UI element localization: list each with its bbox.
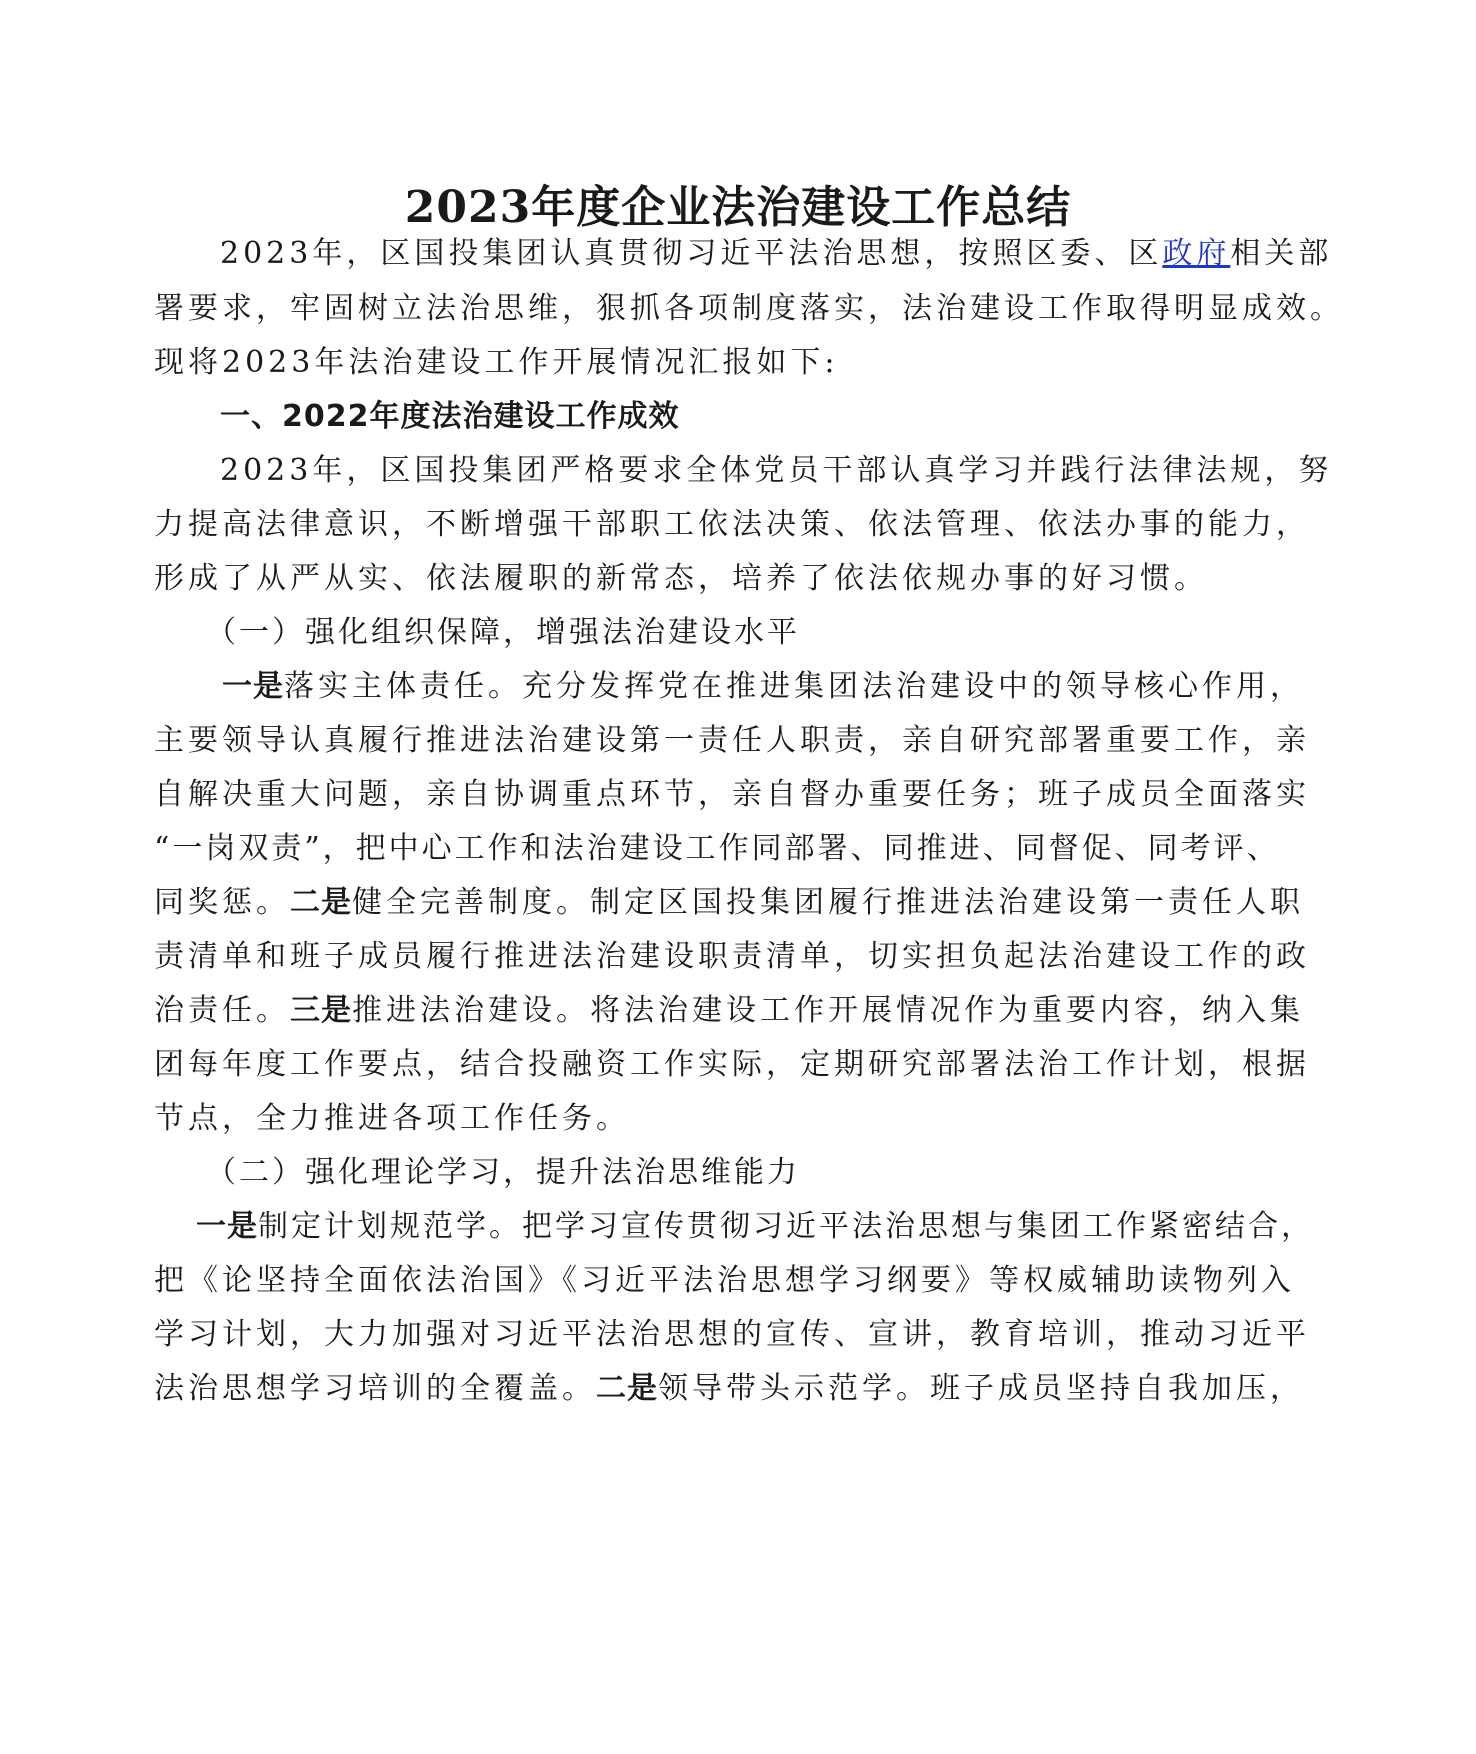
section-heading-1: 一、2022年度法治建设工作成效: [220, 399, 680, 434]
sub1-line-3: 自解决重大问题，亲自协调重点环节，亲自督办重要任务；班子成员全面落实: [154, 777, 1310, 812]
sub2-line-3: 学习计划，大力加强对习近平法治思想的宣传、宣讲，教育培训，推动习近平: [154, 1317, 1310, 1352]
bold-marker: 一是: [196, 1209, 258, 1244]
sub2-line-4: [0, 1369, 1476, 1409]
sub2-line-1: [0, 1207, 1476, 1247]
intro-line-2: 署要求，牢固树立法治思维，狠抓各项制度落实，法治建设工作取得明显成效。: [154, 291, 1344, 326]
bold-marker: 二是: [290, 885, 352, 920]
sub1-line-1: [0, 667, 1476, 707]
sub1-line-6: 责清单和班子成员履行推进法治建设职责清单，切实担负起法治建设工作的政: [154, 939, 1310, 974]
document-title: 2023年度企业法治建设工作总结: [404, 182, 1072, 233]
government-link[interactable]: 政府: [1162, 236, 1231, 271]
bold-marker: 三是: [290, 993, 352, 1028]
sub2-text: 制定计划规范学。把学习宣传贯彻习近平法治思想与集团工作紧密结合，: [258, 1209, 1314, 1244]
subsection-heading-1: （一）强化组织保障，增强法治建设水平: [206, 615, 800, 650]
bold-marker: 二是: [596, 1371, 658, 1406]
sub2-text: 领导带头示范学。班子成员坚持自我加压，: [658, 1371, 1304, 1406]
bold-marker: 一是: [222, 669, 284, 704]
sub1-text: 推进法治建设。将法治建设工作开展情况作为重要内容，纳入集: [352, 993, 1304, 1028]
intro-text: 2023年，区国投集团认真贯彻习近平法治思想，按照区委、区: [220, 236, 1163, 271]
intro-line-3: 现将2023年法治建设工作开展情况汇报如下:: [154, 345, 839, 380]
sub1-text: 同奖惩。: [154, 885, 290, 920]
sub1-text: 健全完善制度。制定区国投集团履行推进法治建设第一责任人职: [352, 885, 1304, 920]
sub2-text: 法治思想学习培训的全覆盖。: [154, 1371, 596, 1406]
sub1-text: 治责任。: [154, 993, 290, 1028]
sub1-line-9: 节点，全力推进各项工作任务。: [154, 1101, 630, 1136]
sub1-line-2: 主要领导认真履行推进法治建设第一责任人职责，亲自研究部署重要工作，亲: [154, 723, 1310, 758]
intro-text: 相关部: [1230, 236, 1333, 271]
sub1-text: 落实主体责任。充分发挥党在推进集团法治建设中的领导核心作用，: [284, 669, 1304, 704]
intro-line-1: [0, 234, 1476, 274]
sub1-line-4: “一岗双责”，把中心工作和法治建设工作同部署、同推进、同督促、同考评、: [154, 831, 1280, 866]
subsection-heading-2: （二）强化理论学习，提升法治思维能力: [206, 1155, 800, 1190]
section1-line-2: 力提高法律意识，不断增强干部职工依法决策、依法管理、依法办事的能力，: [154, 507, 1310, 542]
sub1-line-5: [0, 883, 1476, 923]
sub1-line-8: 团每年度工作要点，结合投融资工作实际，定期研究部署法治工作计划，根据: [154, 1047, 1310, 1082]
section1-line-1: 2023年，区国投集团严格要求全体党员干部认真学习并践行法律法规，努: [220, 453, 1333, 488]
section1-line-3: 形成了从严从实、依法履职的新常态，培养了依法依规办事的好习惯。: [154, 561, 1208, 596]
sub1-line-7: [0, 991, 1476, 1031]
sub2-line-2: 把《论坚持全面依法治国》《习近平法治思想学习纲要》等权威辅助读物列入: [154, 1263, 1295, 1298]
